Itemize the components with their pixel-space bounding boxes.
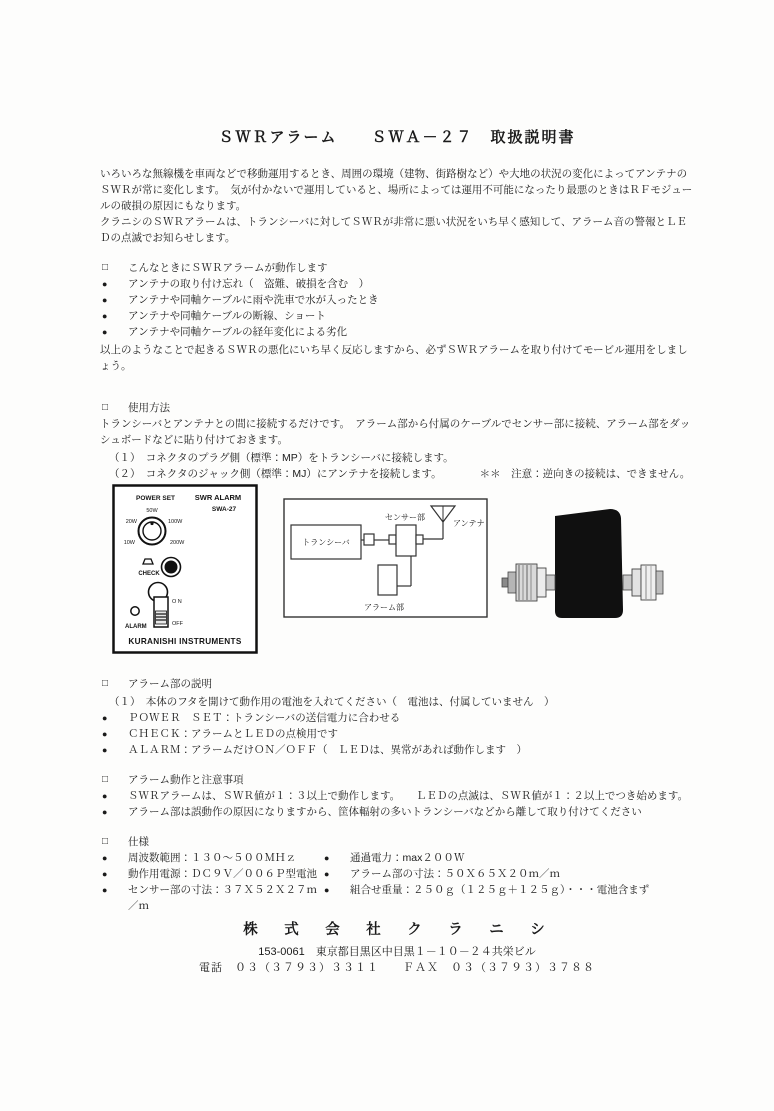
section-usage-heading: 使用方法 [128, 402, 170, 414]
sensor-right-tab [416, 535, 423, 544]
footer-address: 153-0061 東京都目黒区中目黒１－１０－２４共栄ビル [258, 946, 536, 958]
usage-paragraph: トランシーバとアンテナとの間に接続するだけです。 アラーム部から付属のケーブルでセンサー部に接続、アラーム部をダッシュボードなどに貼り付けておきます。 [100, 418, 691, 446]
footer [100, 922, 694, 976]
knob-10w-label: 10W [123, 540, 135, 546]
section-when-heading-row [100, 260, 694, 276]
section-spec-heading: 仕様 [128, 836, 149, 848]
dot-bullet-icon: ● [102, 869, 108, 879]
section-alarm-desc-heading: アラーム部の説明 [128, 678, 212, 690]
figures-row [100, 488, 694, 674]
sensor-photo-figure [498, 480, 680, 647]
spec-row [100, 850, 694, 866]
dot-bullet-icon: ● [102, 713, 108, 723]
spec-value: センサー部の寸法：３７Ｘ５２Ｘ２７ｍ／ｍ [128, 884, 317, 912]
panel-model: SWA-27 [211, 506, 237, 513]
when-item [100, 324, 694, 340]
alarm-desc-item [100, 710, 694, 726]
connector-box [364, 534, 374, 545]
when-item-label: アンテナの取り付け忘れ（ 盗難、破損を含む ） [128, 278, 370, 290]
alarm-desc-item-label: ＰＯＷＥＲ ＳＥＴ：トランシーバの送信電力に合わせる [128, 712, 401, 724]
alarm-label: ALARM [125, 624, 147, 630]
spec-value: 周波数範囲：１３０～５００ＭＨｚ [128, 852, 296, 864]
alarm-desc-item [100, 742, 694, 758]
knob-100w-label: 100W [168, 519, 183, 525]
usage-step-1-label: （１） コネクタのプラグ側（標準：MP）をトランシーバに接続します。 [109, 452, 454, 464]
spec-cell [100, 882, 322, 914]
when-item-label: アンテナや同軸ケーブルに雨や洗車で水が入ったとき [128, 294, 379, 306]
spec-row [100, 866, 694, 882]
knob-200w-label: 200W [170, 540, 185, 546]
power-set-label: POWER SET [136, 495, 176, 502]
usage-step-1 [109, 450, 694, 466]
operation-item-label: アラーム部は誤動作の原因になりますから、筐体輻射の多いトランシーバなどから離して取り付けてください [128, 806, 642, 818]
alarm-desc-step-label: （１） 本体のフタを開けて動作用の電池を入れてください（ 電池は、付属していません ） [109, 696, 555, 708]
dot-bullet-icon: ● [102, 853, 108, 863]
sensor-left-tab [389, 535, 396, 544]
operation-item [100, 788, 694, 804]
dot-bullet-icon: ● [324, 869, 330, 879]
section-spec [100, 834, 694, 914]
when-item [100, 292, 694, 308]
alarm-desc-item-label: ＡＬＡＲＭ：アラームだけＯＮ／ＯＦＦ（ ＬＥＤは、異常があれば動作します ） [128, 744, 527, 756]
square-bullet-icon: □ [102, 678, 109, 689]
sensor-label: センサー部 [385, 513, 425, 522]
dot-bullet-icon: ● [102, 807, 108, 817]
spec-row [100, 882, 694, 914]
intro-paragraph-1: いろいろな無線機を車両などで移動運用するとき、周囲の環境（建物、街路樹など）や大地の状況の変化によってアンテナのＳＷＲが常に変化します。 気が付かないで運用していると、場所によっては運用不可能になったり最悪のときはＲＦモジュールの破損の原因にもなります。 [100, 168, 693, 212]
section-usage [100, 400, 694, 482]
section-alarm-desc [100, 676, 694, 758]
transceiver-label: トランシーバ [302, 538, 350, 547]
dot-bullet-icon: ● [324, 885, 330, 895]
toggle-off-label: OFF [172, 621, 183, 627]
operation-item-label: ＳＷＲアラームは、ＳＷＲ値が１：３以上で動作します。 ＬＥＤの点滅は、ＳＷＲ値が１：２以上でつき始めます。 [128, 790, 689, 802]
section-when-heading: こんなときにＳＷＲアラームが動作します [128, 262, 328, 274]
panel-brand: KURANISHI INSTRUMENTS [128, 637, 242, 646]
spec-value: 通過電力：max２００Ｗ [350, 852, 465, 864]
square-bullet-icon: □ [102, 402, 109, 413]
toggle-on-label: O N [172, 599, 182, 605]
spec-value: 動作用電源：ＤＣ９Ｖ／００６Ｐ型電池 [128, 868, 317, 880]
block-diagram [283, 498, 488, 618]
spec-cell [322, 866, 694, 882]
dot-bullet-icon: ● [102, 729, 108, 739]
knob-50w-label: 50W [146, 508, 158, 514]
sensor-body [555, 509, 623, 618]
spec-value: アラーム部の寸法：５０Ｘ６５Ｘ２０ｍ／ｍ [350, 868, 560, 880]
section-operation-heading: アラーム動作と注意事項 [128, 774, 244, 786]
section-operation-heading-row [100, 772, 694, 788]
spec-cell [100, 850, 322, 866]
check-label: CHECK [138, 571, 160, 577]
dot-bullet-icon: ● [102, 295, 108, 305]
page-title: ＳＷＲアラーム ＳＷＡ－２７ 取扱説明書 [218, 129, 576, 146]
usage-note: ＊＊ 注意：逆向きの接続は、できません。 [479, 468, 691, 480]
dot-bullet-icon: ● [102, 279, 108, 289]
when-item-label: アンテナや同軸ケーブルの経年変化による劣化 [128, 326, 348, 338]
section-operation [100, 772, 694, 820]
alarm-unit-box [378, 565, 397, 595]
dot-bullet-icon: ● [102, 327, 108, 337]
square-bullet-icon: □ [102, 774, 109, 785]
sensor-photo [498, 480, 680, 642]
dot-bullet-icon: ● [102, 791, 108, 801]
alarm-desc-item-label: ＣＨＥＣＫ：アラームとＬＥＤの点検用です [128, 728, 338, 740]
when-item [100, 308, 694, 324]
panel-title: SWR ALARM [194, 493, 242, 502]
spec-cell [322, 850, 694, 866]
square-bullet-icon: □ [102, 836, 109, 847]
spec-cell [100, 866, 322, 882]
sensor-box [396, 525, 416, 556]
power-toggle-icon [154, 597, 168, 627]
block-diagram-figure [283, 498, 488, 623]
spec-value: 組合せ重量：２５０ｇ（１２５ｇ＋１２５ｇ）・・・電池含まず [350, 884, 650, 896]
intro-paragraph-2: クラニシのＳＷＲアラームは、トランシーバに対してＳＷＲが非常に悪い状況をいち早く感知して、アラーム音の警報とＬＥＤの点滅でお知らせします。 [100, 216, 687, 244]
footer-phone: 電話 ０３（３７９３）３３１１ ＦＡＸ ０３（３７９３）３７８８ [199, 962, 595, 974]
operation-item [100, 804, 694, 820]
page-content [100, 130, 694, 976]
dot-bullet-icon: ● [102, 745, 108, 755]
section-spec-heading-row [100, 834, 694, 850]
section-when-closing: 以上のようなことで起きるＳＷＲの悪化にいち早く反応しますから、必ずＳＷＲアラームを取り付けてモービル運用をしましょう。 [100, 344, 688, 372]
coax-plug-icon [502, 564, 555, 601]
knob-20w-label: 20W [125, 519, 137, 525]
dot-bullet-icon: ● [324, 853, 330, 863]
usage-steps [100, 450, 694, 482]
usage-step-2-label: （２） コネクタのジャック側（標準：MJ）にアンテナを接続します。 [109, 468, 442, 480]
section-when [100, 260, 694, 374]
section-usage-heading-row [100, 400, 694, 416]
when-item [100, 276, 694, 292]
dot-bullet-icon: ● [102, 885, 108, 895]
front-panel-figure [112, 484, 258, 659]
square-bullet-icon: □ [102, 262, 109, 273]
alarm-desc-step [100, 694, 694, 710]
alarm-unit-label: アラーム部 [364, 603, 404, 612]
coax-jack-icon [623, 565, 663, 600]
antenna-label: アンテナ [453, 519, 485, 528]
section-alarm-desc-heading-row [100, 676, 694, 692]
front-panel-drawing [112, 484, 258, 654]
alarm-desc-item [100, 726, 694, 742]
footer-company: 株 式 会 社 ク ラ ニ シ [243, 922, 551, 938]
spec-cell [322, 882, 694, 914]
when-item-label: アンテナや同軸ケーブルの断線、ショート [128, 310, 326, 322]
dot-bullet-icon: ● [102, 311, 108, 321]
